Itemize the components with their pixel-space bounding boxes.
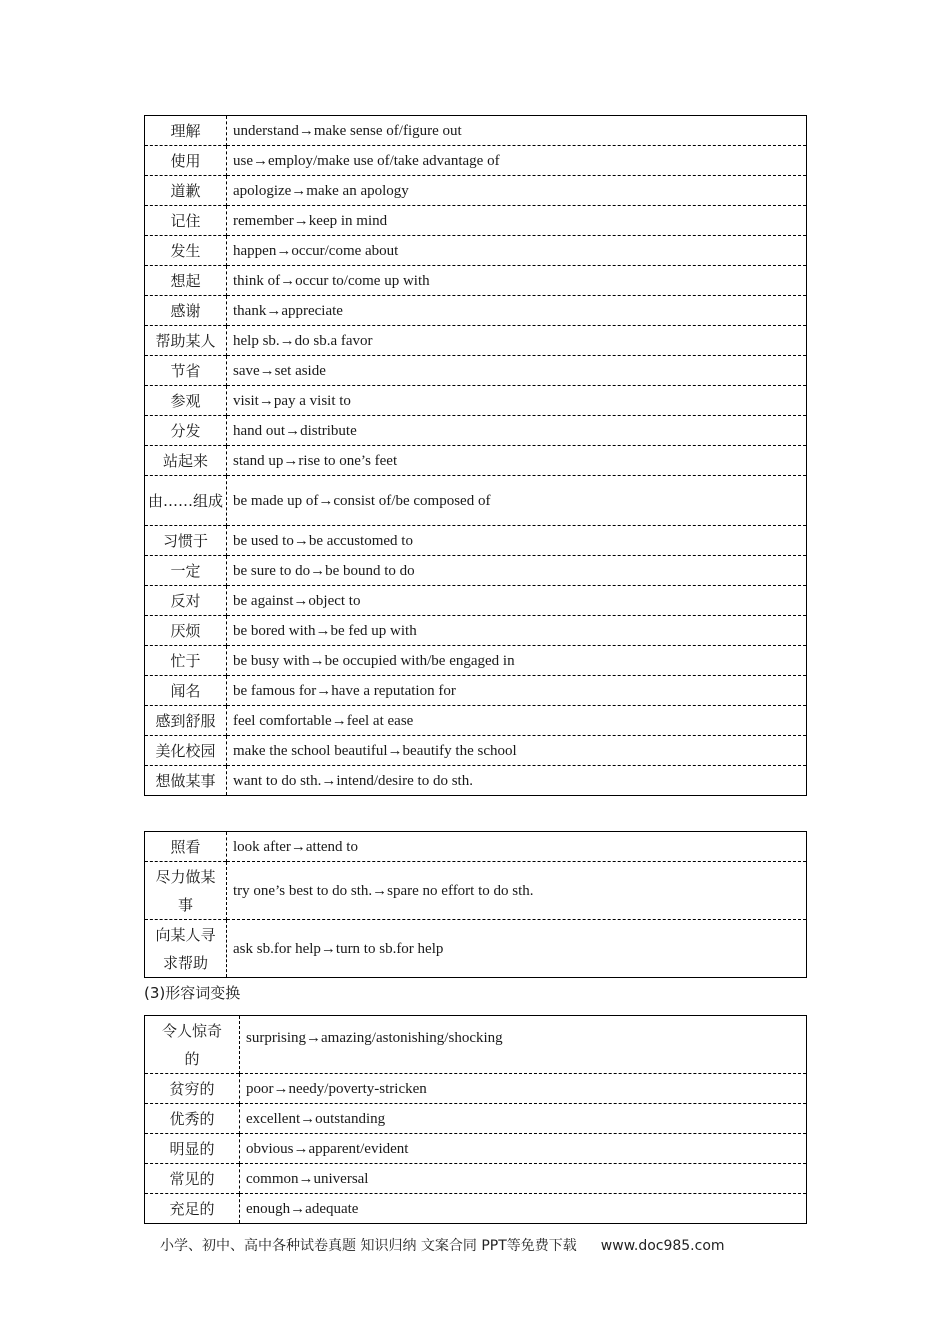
english-expression: excellent→outstanding [240,1104,807,1134]
chinese-term: 向某人寻求帮助 [145,920,227,978]
chinese-term: 贫穷的 [145,1074,240,1104]
english-expression: use→employ/make use of/take advantage of [227,146,807,176]
adjective-table [144,1015,807,1224]
section-heading: (3)形容词变换 [144,984,241,1002]
english-expression: surprising→amazing/astonishing/shocking [246,1030,503,1046]
table-row [145,386,807,416]
chinese-term: 发生 [145,236,227,266]
table-row [145,356,807,386]
table-row [145,766,807,796]
table-row [145,236,807,266]
table-row [145,832,807,862]
table-row [145,326,807,356]
chinese-term: 参观 [145,386,227,416]
table-row [145,116,807,146]
table-row [145,676,807,706]
chinese-term: 感到舒服 [145,706,227,736]
english-expression: be busy with→be occupied with/be engaged in [227,646,807,676]
english-expression: enough→adequate [240,1194,807,1224]
chinese-term: 一定 [145,556,227,586]
table-row [145,1194,807,1224]
chinese-term: 忙于 [145,646,227,676]
english-expression: thank→appreciate [227,296,807,326]
chinese-term: 优秀的 [145,1104,240,1134]
english-expression: hand out→distribute [227,416,807,446]
table-row [145,1074,807,1104]
english-expression: feel comfortable→feel at ease [227,706,807,736]
english-expression: make the school beautiful→beautify the school [227,736,807,766]
chinese-term: 由……组成 [145,476,227,526]
table-row [145,476,807,526]
chinese-term: 想做某事 [145,766,227,796]
table-row [145,206,807,236]
verb-phrase-table [144,115,807,796]
table-row [145,556,807,586]
chinese-term: 美化校园 [145,736,227,766]
table-row [145,446,807,476]
table-row [145,646,807,676]
table-row [145,416,807,446]
table-row [145,1164,807,1194]
english-expression: obvious→apparent/evident [240,1134,807,1164]
chinese-term: 理解 [145,116,227,146]
verb-phrase-table-continued [144,831,807,978]
chinese-term: 反对 [145,586,227,616]
table-row [145,526,807,556]
chinese-term: 节省 [145,356,227,386]
english-expression: be sure to do→be bound to do [227,556,807,586]
english-expression: save→set aside [227,356,807,386]
english-expression: understand→make sense of/figure out [233,122,462,139]
table-row [145,616,807,646]
english-expression: poor→needy/poverty-stricken [240,1074,807,1104]
table-row [145,862,807,920]
english-expression: want to do sth.→intend/desire to do sth. [227,766,807,796]
chinese-term: 尽力做某事 [145,862,227,920]
footer-text: 小学、初中、高中各种试卷真题 知识归纳 文案合同 PPT等免费下载 [160,1238,577,1254]
table-row [145,1016,807,1074]
table-row [145,1134,807,1164]
table-row [145,706,807,736]
chinese-term: 习惯于 [145,526,227,556]
table-row [145,736,807,766]
english-expression: be bored with→be fed up with [227,616,807,646]
chinese-term: 道歉 [145,176,227,206]
footer-site-link[interactable]: www.doc985.com [600,1238,725,1254]
chinese-term: 充足的 [145,1194,240,1224]
english-expression: be made up of→consist of/be composed of [227,476,807,526]
table-row [145,1104,807,1134]
table-row [145,146,807,176]
chinese-term: 明显的 [145,1134,240,1164]
english-expression: be famous for→have a reputation for [227,676,807,706]
english-expression: visit→pay a visit to [227,386,807,416]
english-expression: happen→occur/come about [227,236,807,266]
chinese-term: 分发 [145,416,227,446]
table-row [145,266,807,296]
page-footer [160,1236,725,1256]
english-expression: look after→attend to [233,838,358,855]
english-expression: common→universal [240,1164,807,1194]
chinese-term: 站起来 [145,446,227,476]
english-expression: apologize→make an apology [227,176,807,206]
table-row [145,296,807,326]
chinese-term: 想起 [145,266,227,296]
english-expression: think of→occur to/come up with [227,266,807,296]
chinese-term: 常见的 [145,1164,240,1194]
chinese-term: 感谢 [145,296,227,326]
chinese-term: 照看 [145,832,227,862]
chinese-term: 闻名 [145,676,227,706]
chinese-term: 记住 [145,206,227,236]
table-row [145,176,807,206]
table-row [145,586,807,616]
english-expression: be used to→be accustomed to [227,526,807,556]
chinese-term: 使用 [145,146,227,176]
english-expression: remember→keep in mind [227,206,807,236]
english-expression: try one’s best to do sth.→spare no effort to do sth. [227,862,807,920]
english-expression: stand up→rise to one’s feet [227,446,807,476]
chinese-term: 令人惊奇的 [145,1016,240,1074]
chinese-term: 帮助某人 [145,326,227,356]
table-row [145,920,807,978]
english-expression: be against→object to [227,586,807,616]
chinese-term: 厌烦 [145,616,227,646]
english-expression: ask sb.for help→turn to sb.for help [227,920,807,978]
english-expression: help sb.→do sb.a favor [227,326,807,356]
